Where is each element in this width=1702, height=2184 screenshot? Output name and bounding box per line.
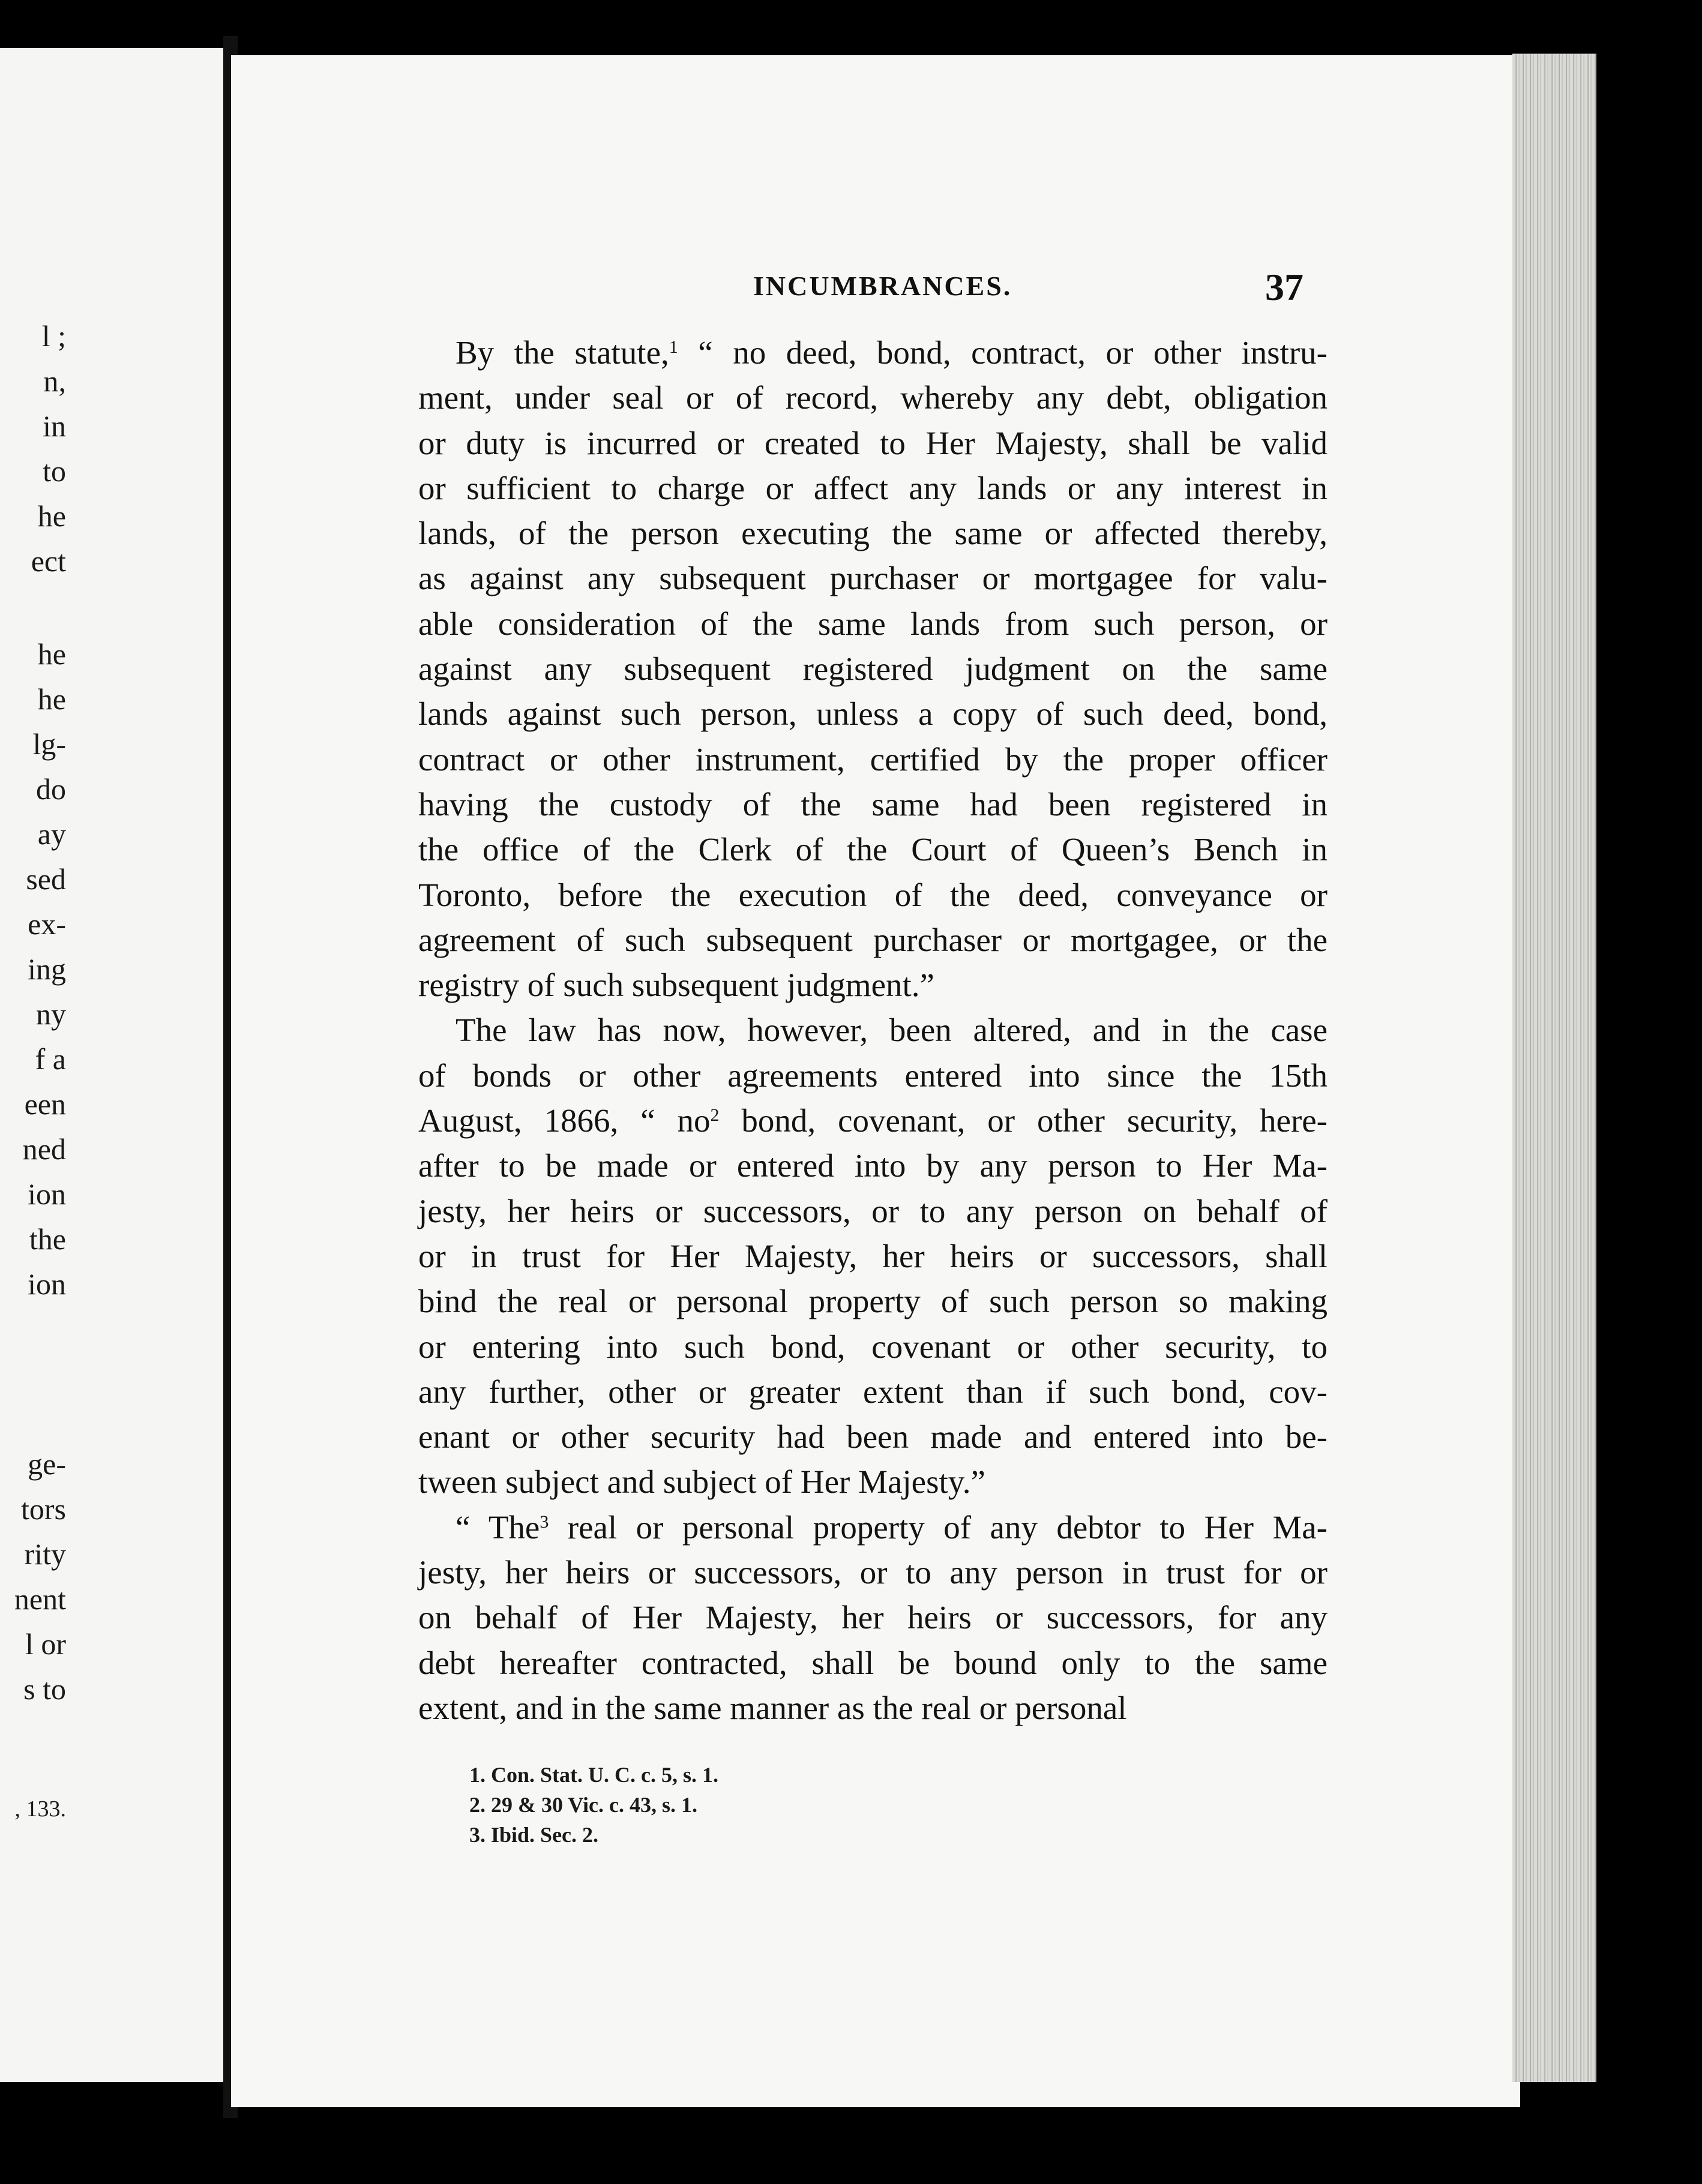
previous-page-fragment: lg-: [32, 727, 66, 761]
text-line: [418, 1143, 1328, 1188]
previous-page-fragment: ny: [36, 997, 66, 1031]
text-segment: tween subject and subject of Her Majesty.”: [418, 1463, 985, 1501]
footnote-marker: 1: [669, 337, 678, 357]
previous-page-fragment: n,: [43, 364, 66, 398]
text-line: [418, 1369, 1328, 1414]
text-segment: debt hereafter contracted, shall be bound only to the same: [418, 1644, 1328, 1681]
text-line: [418, 782, 1328, 827]
previous-page-fragment: he: [37, 499, 66, 533]
previous-page-fragment: ing: [28, 952, 66, 986]
previous-page: [0, 48, 223, 2082]
text-line: [418, 1550, 1328, 1595]
text-segment: By the statute,: [456, 334, 669, 371]
text-segment: having the custody of the same had been registered in: [418, 785, 1328, 823]
footnote-marker: 2: [710, 1105, 720, 1126]
text-segment: or duty is incurred or created to Her Majesty, shall be valid: [418, 424, 1328, 461]
text-line: [418, 1685, 1328, 1730]
text-segment: on behalf of Her Majesty, her heirs or successors, for any: [418, 1599, 1328, 1636]
text-segment: as against any subsequent purchaser or mortgagee for valu-: [418, 560, 1328, 597]
text-line: [418, 1007, 1328, 1052]
text-line: [418, 646, 1328, 691]
text-segment: bond, covenant, or other security, here-: [719, 1102, 1328, 1139]
text-line: [418, 1459, 1328, 1504]
text-line: [418, 601, 1328, 646]
text-segment: after to be made or entered into by any person to Her Ma-: [418, 1147, 1328, 1184]
text-line: [418, 1505, 1328, 1550]
page-number: 37: [1265, 266, 1304, 308]
text-segment: agreement of such subsequent purchaser or mortgagee, or the: [418, 921, 1328, 958]
text-line: [418, 1053, 1328, 1098]
previous-page-fragment: l ;: [41, 319, 66, 353]
footnotes: [469, 1760, 949, 1850]
previous-page-fragment: in: [43, 409, 66, 443]
text-line: [418, 330, 1328, 375]
text-segment: Toronto, before the execution of the deed, conveyance or: [418, 876, 1328, 913]
text-line: [418, 1324, 1328, 1369]
previous-page-fragment: to: [43, 454, 66, 488]
text-line: [418, 1279, 1328, 1324]
text-line: [418, 466, 1328, 511]
footnote: 3. Ibid. Sec. 2.: [469, 1823, 599, 1847]
text-segment: “ The: [456, 1508, 540, 1546]
previous-page-fragment: ion: [28, 1267, 66, 1301]
text-line: [418, 962, 1328, 1007]
previous-page-fragment: f a: [35, 1042, 66, 1076]
text-line: [418, 1234, 1328, 1279]
running-head-title: INCUMBRANCES.: [753, 271, 1012, 301]
text-line: [418, 1414, 1328, 1459]
text-segment: lands against such person, unless a copy of such deed, bond,: [418, 695, 1328, 733]
text-segment: lands, of the person executing the same or affected thereby,: [418, 515, 1328, 552]
text-line: [418, 917, 1328, 962]
text-segment: The law has now, however, been altered, and in the case: [456, 1012, 1328, 1049]
text-line: [418, 1189, 1328, 1234]
running-head: [0, 265, 1702, 307]
previous-page-fragment: the: [29, 1222, 66, 1256]
footnote: 1. Con. Stat. U. C. c. 5, s. 1.: [469, 1763, 719, 1787]
text-segment: extent, and in the same manner as the real or personal: [418, 1689, 1127, 1726]
text-segment: “ no deed, bond, contract, or other instru-: [678, 334, 1328, 371]
previous-page-fragment: ned: [22, 1132, 66, 1166]
previous-page-fragment: ge-: [28, 1447, 66, 1481]
previous-page-fragment: rity: [24, 1537, 66, 1571]
previous-page-fragment: nent: [14, 1582, 66, 1616]
previous-page-fragment: ect: [31, 544, 66, 578]
text-line: [418, 1640, 1328, 1685]
text-line: [418, 375, 1328, 420]
text-segment: the office of the Clerk of the Court of Queen’s Bench in: [418, 831, 1328, 868]
footnote: 2. 29 & 30 Vic. c. 43, s. 1.: [469, 1793, 697, 1817]
text-line: [418, 556, 1328, 601]
previous-page-fragment: do: [36, 772, 66, 806]
text-line: [418, 737, 1328, 782]
page-stack-edges: [1512, 54, 1596, 2082]
text-segment: or in trust for Her Majesty, her heirs or successors, shall: [418, 1237, 1328, 1274]
text-line: [418, 1595, 1328, 1640]
text-segment: bind the real or personal property of such person so making: [418, 1283, 1328, 1320]
text-segment: enant or other security had been made and entered into be-: [418, 1418, 1328, 1456]
text-segment: able consideration of the same lands from such person, or: [418, 605, 1328, 642]
text-segment: jesty, her heirs or successors, or to any person on behalf of: [418, 1192, 1328, 1229]
previous-page-fragment: een: [24, 1087, 66, 1121]
previous-page-fragment: he: [37, 682, 66, 716]
previous-page-fragment: l or: [25, 1627, 66, 1661]
text-segment: August, 1866, “ no: [418, 1102, 711, 1139]
previous-page-fragment: he: [37, 637, 66, 671]
previous-page-fragment: s to: [23, 1672, 66, 1706]
text-segment: or entering into such bond, covenant or other security, to: [418, 1328, 1328, 1365]
text-segment: jesty, her heirs or successors, or to any person in trust for or: [418, 1554, 1328, 1591]
text-line: [418, 421, 1328, 466]
text-line: [418, 827, 1328, 872]
text-segment: any further, other or greater extent than if such bond, cov-: [418, 1373, 1328, 1410]
previous-page-fragment: , 133.: [14, 1796, 66, 1822]
text-line: [418, 1098, 1328, 1143]
previous-page-fragment: ay: [37, 817, 66, 851]
text-segment: or sufficient to charge or affect any lands or any interest in: [418, 469, 1328, 506]
previous-page-fragment: ion: [28, 1177, 66, 1211]
text-line: [418, 872, 1328, 917]
text-segment: against any subsequent registered judgment on the same: [418, 650, 1328, 688]
text-line: [418, 511, 1328, 556]
footnote-marker: 3: [540, 1511, 549, 1532]
previous-page-fragment: ex-: [28, 907, 66, 941]
body-text: [418, 330, 1328, 1730]
text-line: [418, 691, 1328, 736]
previous-page-fragment: sed: [26, 862, 66, 896]
previous-page-fragment: tors: [21, 1492, 66, 1526]
text-segment: ment, under seal or of record, whereby any debt, obligation: [418, 379, 1328, 416]
text-segment: contract or other instrument, certified by the proper officer: [418, 740, 1328, 778]
text-segment: of bonds or other agreements entered into since the 15th: [418, 1057, 1328, 1094]
text-segment: registry of such subsequent judgment.”: [418, 967, 934, 1004]
text-segment: real or personal property of any debtor to Her Ma-: [549, 1508, 1328, 1546]
